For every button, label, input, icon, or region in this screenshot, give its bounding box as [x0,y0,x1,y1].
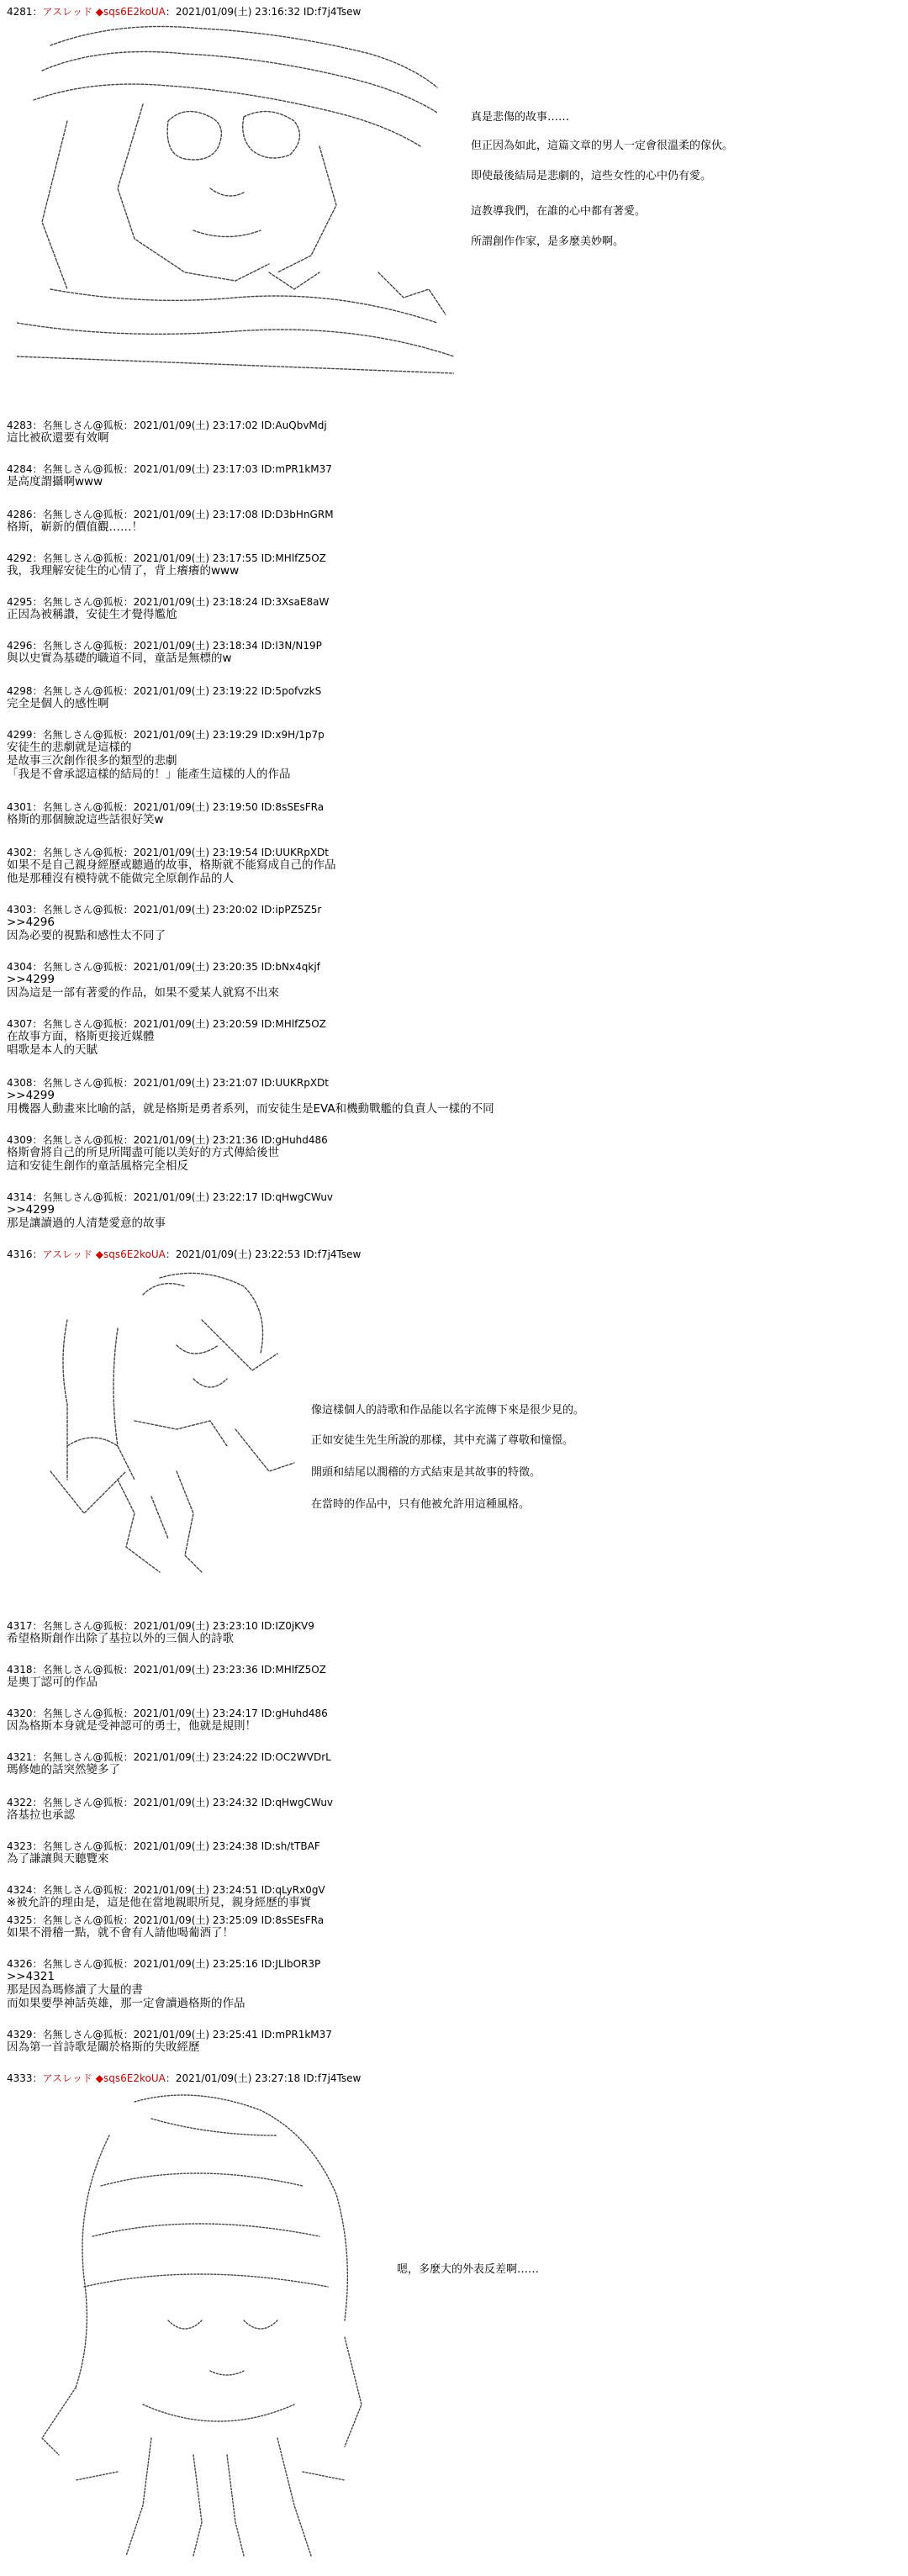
poster-name: 名無しさん@狐板 [42,509,124,520]
post-header [7,684,321,698]
narration-line: 像這樣個人的詩歌和作品能以名字流傳下來是很少見的。 [311,1404,585,1417]
post-meta: ：2021/01/09(土) 23:27:18 ID:f7j4Tsew [165,2072,362,2084]
post-number[interactable]: 4314： [7,1191,43,1203]
post-meta: ：2021/01/09(土) 23:24:32 ID:qHwgCWuv [123,1797,334,1808]
post-body-line: 這和安徒生創作的童話風格完全相反 [7,1159,188,1173]
post-header [7,1957,320,1971]
post-body-line: 完全是個人的感性啊 [7,697,109,710]
reply-anchor-link[interactable]: >>4321 [7,1970,55,1983]
post-number[interactable]: 4322： [7,1797,43,1808]
post-body-line: 如果不滑稽一點，就不會有人請他喝葡酒了！ [7,1926,234,1940]
post-meta: ：2021/01/09(土) 23:17:03 ID:mPR1kM37 [123,463,332,475]
poster-name: 名無しさん@狐板 [42,1077,124,1089]
post-body-line: 格斯會將自己的所見所聞盡可能以美好的方式傳給後世 [7,1146,279,1159]
post-header [7,728,325,742]
post-number[interactable]: 4299： [7,729,43,741]
post-body-line: 因為這是一部有著愛的作品，如果不愛某人就寫不出來 [7,986,279,1000]
post-meta: ：2021/01/09(土) 23:19:50 ID:8sSEsFRa [123,801,325,813]
post-header [7,1076,329,1090]
post-header [7,800,324,814]
poster-name: 名無しさん@狐板 [42,685,124,697]
post-header [7,1796,333,1809]
post-number[interactable]: 4333： [7,2072,43,2084]
poster-name: 名無しさん@狐板 [42,1664,124,1676]
poster-trip: ◆sqs6E2koUA [95,2072,166,2084]
poster-name: アスレッド [42,1248,92,1260]
reply-anchor-link[interactable]: >>4299 [7,1203,55,1217]
poster-trip: ◆sqs6E2koUA [95,1248,166,1260]
poster-name: 名無しさん@狐板 [42,904,124,916]
poster-name: 名無しさん@狐板 [42,420,124,431]
poster-name: 名無しさん@狐板 [42,1840,124,1852]
ascii-art-girl [25,2085,378,2564]
post-header [7,2072,361,2085]
post-meta: ：2021/01/09(土) 23:21:36 ID:gHuhd486 [123,1134,328,1146]
poster-name: 名無しさん@狐板 [42,640,124,652]
post-meta: ：2021/01/09(土) 23:24:17 ID:gHuhd486 [123,1708,328,1719]
post-meta: ：2021/01/09(土) 23:17:02 ID:AuQbvMdj [123,420,327,431]
narration-line: 即使最後結局是悲劇的，這些女性的心中仍有愛。 [471,170,712,182]
post-body-line: 是高度謂攝啊www [7,475,103,488]
poster-name: 名無しさん@狐板 [42,1018,124,1030]
post-number[interactable]: 4308： [7,1077,43,1089]
post-meta: ：2021/01/09(土) 23:24:38 ID:sh/tTBAF [123,1840,320,1852]
narration-line: 這教導我們，在誰的心中都有著愛。 [471,205,647,218]
post-number[interactable]: 4286： [7,509,43,520]
post-number[interactable]: 4326： [7,1958,43,1970]
narration-line: 嗯，多麼大的外表反差啊…… [397,2263,540,2276]
post-body-line: 是故事三次創作很多的類型的悲劇 [7,754,177,768]
post-meta: ：2021/01/09(土) 23:25:41 ID:mPR1kM37 [123,2029,332,2040]
post-number[interactable]: 4325： [7,1914,43,1926]
post-meta: ：2021/01/09(土) 23:20:35 ID:bNx4qkjf [123,961,320,973]
post-body-line: 因為第一首詩歌是關於格斯的失敗經歷 [7,2040,200,2054]
post-meta: ：2021/01/09(土) 23:19:54 ID:UUKRpXDt [123,847,329,858]
post-body-line: 這比被砍還要有效啊 [7,431,109,445]
post-body-line: 我，我理解安徒生的心情了，背上癢癢的www [7,564,240,578]
post-header [7,1017,326,1031]
post-number[interactable]: 4296： [7,640,43,652]
poster-name: 名無しさん@狐板 [42,1797,124,1808]
post-header [7,960,320,974]
post-meta: ：2021/01/09(土) 23:17:55 ID:MHlfZ5OZ [123,552,326,564]
post-body-line: 洛基拉也承認 [7,1808,75,1822]
post-meta: ：2021/01/09(土) 23:25:09 ID:8sSEsFRa [123,1914,325,1926]
post-header [7,1190,333,1204]
post-number[interactable]: 4295： [7,596,43,608]
post-header [7,508,334,521]
post-number[interactable]: 4304： [7,961,43,973]
post-body-line: 那是因為瑪修讀了大量的書 [7,1983,143,1997]
post-meta: ：2021/01/09(土) 23:16:32 ID:f7j4Tsew [165,6,362,18]
post-body-line: 正因為被稱讚，安徒生才覺得尷尬 [7,608,177,621]
post-meta: ：2021/01/09(土) 23:23:10 ID:IZ0jKV9 [123,1620,314,1632]
post-body-line: 因為必要的視點和感性太不同了 [7,929,166,942]
poster-name: 名無しさん@狐板 [42,1751,124,1763]
post-body-line: 他是那種沒有模特就不能做完全原創作品的人 [7,872,234,885]
post-number[interactable]: 4292： [7,552,43,564]
post-number[interactable]: 4320： [7,1708,43,1719]
narration-line: 正如安徒生先生所說的那樣，其中充滿了尊敬和憧憬。 [311,1434,574,1447]
post-header [7,1619,314,1633]
post-header [7,1133,328,1147]
post-body-line: 唱歌是本人的天賦 [7,1043,98,1057]
post-meta: ：2021/01/09(土) 23:19:29 ID:x9H/1p7p [123,729,325,741]
poster-name: 名無しさん@狐板 [42,1914,124,1926]
post-meta: ：2021/01/09(土) 23:17:08 ID:D3bHnGRM [123,509,334,520]
post-body-line: 因為格斯本身就是受神認可的勇士，他就是規則！ [7,1719,256,1733]
post-body-line: 瑪修她的話突然變多了 [7,1763,120,1776]
post-header [7,595,329,609]
post-header [7,1840,320,1853]
post-number[interactable]: 4324： [7,1884,43,1896]
post-body-line: 「我是不會承認這樣的結局的！」能產生這樣的人的作品 [7,768,291,781]
poster-name: 名無しさん@狐板 [42,463,124,475]
post-body-line: 與以史實為基礎的職道不同，童話是無標的w [7,652,232,665]
post-body-line: 為了謙讓與天聽覽來 [7,1852,109,1866]
post-meta: ：2021/01/09(土) 23:24:51 ID:qLyRx0gV [123,1884,325,1896]
post-number[interactable]: 4329： [7,2029,43,2040]
poster-name: 名無しさん@狐板 [42,1708,124,1719]
ascii-art-portrait [17,20,454,390]
poster-name: 名無しさん@狐板 [42,801,124,813]
post-meta: ：2021/01/09(土) 23:20:59 ID:MHlfZ5OZ [123,1018,326,1030]
post-body-line: 用機器人動畫來比喻的話，就是格斯是勇者系列，而安徒生是EVA和機動戰艦的負責人一樣的不同 [7,1102,494,1116]
post-meta: ：2021/01/09(土) 23:20:02 ID:ipPZ5Z5r [123,904,322,916]
poster-name: 名無しさん@狐板 [42,552,124,564]
reply-anchor-link[interactable]: >>4299 [7,1089,55,1102]
post-body-line: 格斯，嶄新的價值觀……！ [7,520,143,534]
post-meta: ：2021/01/09(土) 23:25:16 ID:JLlbOR3P [123,1958,321,1970]
narration-line: 開頭和結尾以潤稽的方式結束是其故事的特徵。 [311,1466,541,1479]
post-header [7,419,327,432]
post-header [7,2028,332,2041]
post-number[interactable]: 4283： [7,420,43,431]
post-header [7,552,326,565]
poster-trip: ◆sqs6E2koUA [95,6,166,18]
poster-name: 名無しさん@狐板 [42,1884,124,1896]
poster-name: 名無しさん@狐板 [42,1134,124,1146]
post-meta: ：2021/01/09(土) 23:21:07 ID:UUKRpXDt [123,1077,329,1089]
post-header [7,462,332,476]
post-header [7,639,322,652]
ascii-art-character [34,1261,311,1581]
post-header [7,846,329,859]
narration-line: 所謂創作作家，是多麼美妙啊。 [471,235,625,248]
reply-anchor-link[interactable]: >>4296 [7,916,55,929]
post-header [7,1707,328,1720]
post-header [7,1883,325,1897]
post-body-line: ※被允許的理由是，這是他在當地親眼所見，親身經歷的事實 [7,1896,312,1909]
poster-name: 名無しさん@狐板 [42,729,124,741]
post-body-line: 那是讓讀過的人清楚愛意的故事 [7,1217,166,1230]
poster-name: 名無しさん@狐板 [42,961,124,973]
post-body-line: 在故事方面，格斯更接近媒體 [7,1030,155,1043]
reply-anchor-link[interactable]: >>4299 [7,973,55,986]
poster-name: アスレッド [42,6,92,18]
post-header [7,1750,331,1764]
post-body-line: 格斯的那個臉說這些話很好笑w [7,813,164,826]
poster-name: 名無しさん@狐板 [42,847,124,858]
post-number[interactable]: 4281： [7,6,43,18]
post-body-line: 安徒生的悲劇就是這樣的 [7,741,132,754]
narration-line: 但正因為如此，這篇文章的男人一定會很溫柔的傢伙。 [471,140,734,152]
post-meta: ：2021/01/09(土) 23:22:53 ID:f7j4Tsew [165,1248,362,1260]
post-meta: ：2021/01/09(土) 23:18:34 ID:l3N/N19P [123,640,322,652]
post-number[interactable]: 4302： [7,847,43,858]
narration-line: 真是悲傷的故事…… [471,111,570,124]
post-number[interactable]: 4284： [7,463,43,475]
post-header [7,1663,326,1676]
post-header [7,1914,324,1927]
post-header [7,5,361,18]
post-number[interactable]: 4316： [7,1248,43,1260]
poster-name: 名無しさん@狐板 [42,596,124,608]
narration-line: 在當時的作品中，只有他被允許用這種風格。 [311,1498,531,1511]
post-number[interactable]: 4317： [7,1620,43,1632]
post-number[interactable]: 4323： [7,1840,43,1852]
post-body-line: 是奧丁認可的作品 [7,1676,98,1689]
poster-name: アスレッド [42,2072,92,2084]
post-meta: ：2021/01/09(土) 23:23:36 ID:MHlfZ5OZ [123,1664,326,1676]
post-header [7,903,321,916]
post-body-line: 而如果要學神話英雄，那一定會讀過格斯的作品 [7,1997,245,2010]
post-meta: ：2021/01/09(土) 23:18:24 ID:3XsaE8aW [123,596,330,608]
post-meta: ：2021/01/09(土) 23:22:17 ID:qHwgCWuv [123,1191,334,1203]
post-body-line: 如果不是自己親身經歷或聽過的故事，格斯就不能寫成自己的作品 [7,858,336,872]
post-header [7,1248,361,1261]
post-number[interactable]: 4309： [7,1134,43,1146]
post-number[interactable]: 4303： [7,904,43,916]
post-number[interactable]: 4307： [7,1018,43,1030]
post-number[interactable]: 4301： [7,801,43,813]
post-meta: ：2021/01/09(土) 23:24:22 ID:OC2WVDrL [123,1751,331,1763]
post-number[interactable]: 4318： [7,1664,43,1676]
poster-name: 名無しさん@狐板 [42,1958,124,1970]
poster-name: 名無しさん@狐板 [42,1620,124,1632]
poster-name: 名無しさん@狐板 [42,1191,124,1203]
post-meta: ：2021/01/09(土) 23:19:22 ID:5pofvzkS [123,685,322,697]
poster-name: 名無しさん@狐板 [42,2029,124,2040]
post-number[interactable]: 4298： [7,685,43,697]
post-body-line: 希望格斯創作出除了基拉以外的三個人的詩歌 [7,1632,234,1645]
post-number[interactable]: 4321： [7,1751,43,1763]
